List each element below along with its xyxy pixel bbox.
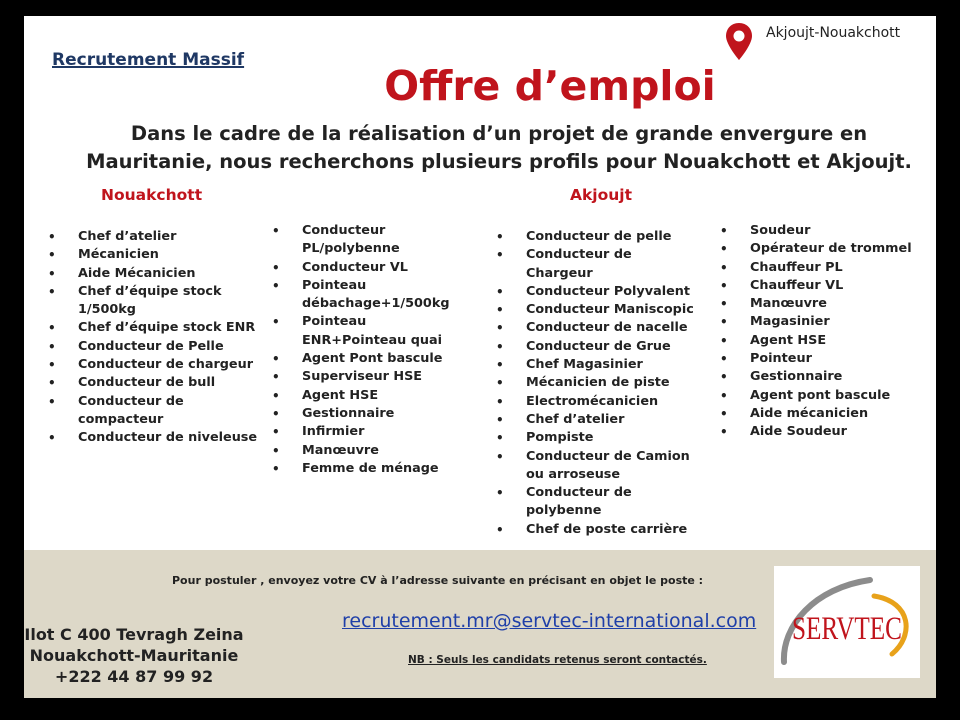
job-item: • Chauffeur PL xyxy=(720,259,920,277)
job-item: • Chef de poste carrière xyxy=(496,521,701,539)
apply-instructions: Pour postuler , envoyez votre CV à l’adresse suivante en précisant en objet le poste : xyxy=(172,574,704,587)
location-pin-icon xyxy=(724,22,754,62)
job-item: • Aide Soudeur xyxy=(720,423,920,441)
job-item: • Agent HSE xyxy=(272,387,472,405)
job-item: • Conducteur de niveleuse xyxy=(48,429,258,447)
job-item: • Conducteur de polybenne xyxy=(496,484,701,521)
job-list-akjoujt-2 xyxy=(720,222,920,442)
job-item: • Chef d’atelier xyxy=(48,228,258,246)
job-item: • Conducteur Maniscopic xyxy=(496,301,701,319)
job-item: • Conducteur de Camion ou arroseuse xyxy=(496,448,701,485)
intro-text xyxy=(84,120,914,176)
selection-note: NB : Seuls les candidats retenus seront contactés. xyxy=(408,654,707,666)
job-item: • Mécanicien xyxy=(48,246,258,264)
section-heading-akjoujt: Akjoujt xyxy=(570,186,633,204)
job-item: • Pompiste xyxy=(496,429,701,447)
job-item: • Conducteur de Grue xyxy=(496,338,701,356)
job-item: • Soudeur xyxy=(720,222,920,240)
servtec-logo xyxy=(774,566,920,678)
job-item: • Conducteur de compacteur xyxy=(48,393,258,430)
job-item: • Conducteur Polyvalent xyxy=(496,283,701,301)
page-title: Offre d’emploi xyxy=(384,62,716,110)
recruitment-badge: Recrutement Massif xyxy=(52,50,245,70)
job-item: • Agent pont bascule xyxy=(720,387,920,405)
job-item: • Conducteur de Chargeur xyxy=(496,246,701,283)
job-item: • Aide Mécanicien xyxy=(48,265,258,283)
job-item: • Infirmier xyxy=(272,423,472,441)
intro-line-2: Mauritanie, nous recherchons plusieurs profils pour Nouakchott et Akjoujt. xyxy=(86,150,912,173)
phone-number: +222 44 87 99 92 xyxy=(54,667,214,686)
address-line-1: Ilot C 400 Tevragh Zeina xyxy=(24,625,244,644)
job-item: • Pointeur xyxy=(720,350,920,368)
intro-line-1: Dans le cadre de la réalisation d’un projet de grande envergure en xyxy=(130,122,868,145)
job-item: • Gestionnaire xyxy=(272,405,472,423)
job-list-nouakchott-1 xyxy=(48,228,258,448)
job-item: • Femme de ménage xyxy=(272,460,472,478)
job-item: • Opérateur de trommel xyxy=(720,240,920,258)
job-item: • Conducteur PL/polybenne xyxy=(272,222,472,259)
job-item: • Conducteur de bull xyxy=(48,374,258,392)
job-item: • Chef Magasinier xyxy=(496,356,701,374)
job-item: • Conducteur de pelle xyxy=(496,228,701,246)
job-item: • Conducteur de Pelle xyxy=(48,338,258,356)
job-item: • Electromécanicien xyxy=(496,393,701,411)
job-item: • Mécanicien de piste xyxy=(496,374,701,392)
job-item: • Manœuvre xyxy=(720,295,920,313)
job-item: • Chauffeur VL xyxy=(720,277,920,295)
location-text: Akjoujt-Nouakchott xyxy=(766,25,901,41)
job-item: • Conducteur de nacelle xyxy=(496,319,701,337)
job-item: • Agent HSE xyxy=(720,332,920,350)
job-list-nouakchott-2 xyxy=(272,222,472,478)
job-item: • Magasinier xyxy=(720,313,920,331)
job-item: • Pointeau débachage+1/500kg xyxy=(272,277,472,314)
job-item: • Conducteur VL xyxy=(272,259,472,277)
job-item: • Manœuvre xyxy=(272,442,472,460)
job-item: • Pointeau ENR+Pointeau quai xyxy=(272,313,472,350)
section-heading-nouakchott: Nouakchott xyxy=(101,186,203,204)
company-address xyxy=(24,624,244,687)
job-list-akjoujt-1 xyxy=(496,228,701,539)
job-item: • Agent Pont bascule xyxy=(272,350,472,368)
job-item: • Conducteur de chargeur xyxy=(48,356,258,374)
job-item: • Chef d’atelier xyxy=(496,411,701,429)
job-item: • Chef d’équipe stock 1/500kg xyxy=(48,283,258,320)
job-item: • Aide mécanicien xyxy=(720,405,920,423)
address-line-2: Nouakchott-Mauritanie xyxy=(29,646,239,665)
location-label xyxy=(724,22,900,62)
job-item: • Gestionnaire xyxy=(720,368,920,386)
job-item: • Chef d’équipe stock ENR xyxy=(48,319,258,337)
job-offer-card xyxy=(24,16,936,698)
email-link[interactable]: recrutement.mr@servtec-international.com xyxy=(342,610,757,632)
job-item: • Superviseur HSE xyxy=(272,368,472,386)
logo-text: SERVTEC xyxy=(792,611,902,647)
